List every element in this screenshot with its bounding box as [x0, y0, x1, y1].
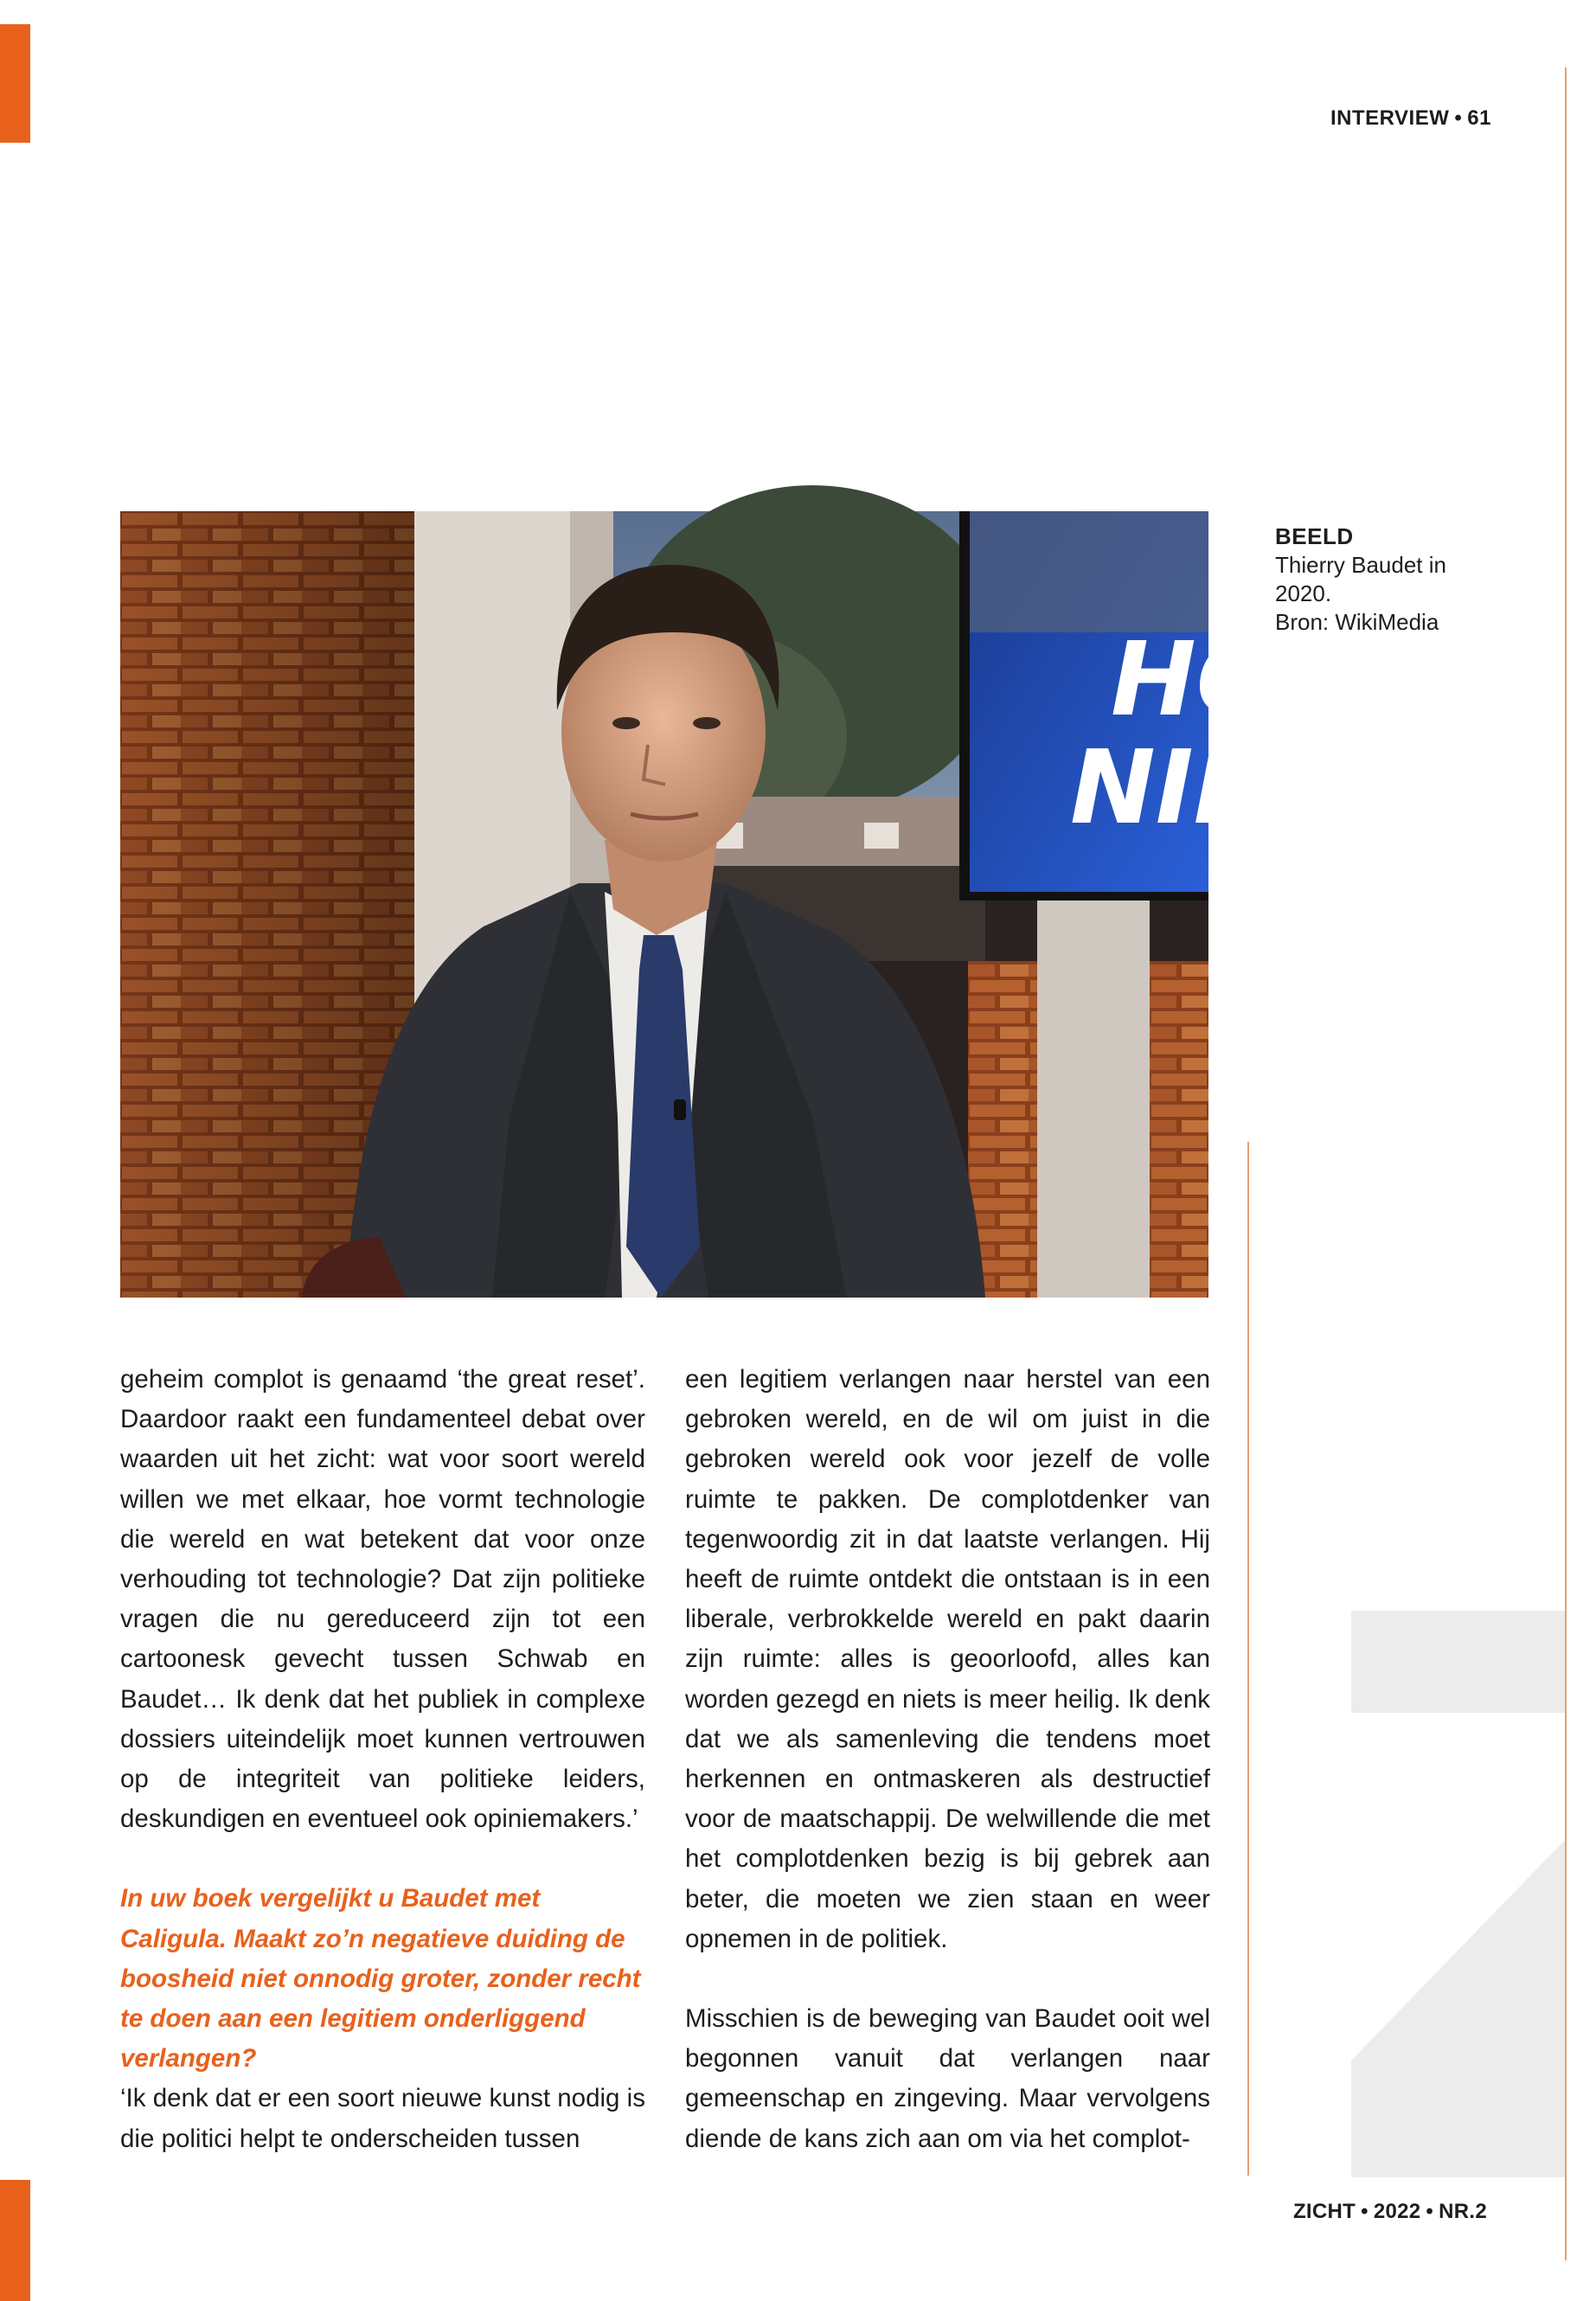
paragraph: geheim complot is genaamd ‘the great reset’. Daardoor raakt een fundamenteel debat over waarden uit het zicht: wat voor soort wereld willen we met elkaar, hoe vormt technologie die wereld en wat betekent dat voor onze verhouding tot technologie? Dat zijn politieke vragen die nu gereduceerd zijn tot een cartoonesk gevecht tussen Schwab en Baudet… Ik denk dat het publiek in complexe dossiers uiteindelijk moet kunnen vertrouwen op de integriteit van politieke leiders, deskundigen en eventueel ook opiniemakers.’ [120, 1365, 645, 1834]
page-rule [1565, 67, 1567, 2260]
issue-year: 2022 [1373, 2200, 1421, 2223]
accent-bar-top [0, 24, 30, 143]
section-name: INTERVIEW [1330, 106, 1450, 130]
caption-line: Bron: WikiMedia [1275, 609, 1439, 635]
issue-number: NR.2 [1439, 2200, 1487, 2223]
magazine-name: ZICHT [1292, 2200, 1356, 2223]
zicht-watermark-logo [1351, 1611, 1565, 2177]
paragraph-gap [685, 1959, 1210, 1999]
page-number: 61 [1467, 106, 1491, 130]
paragraph: ‘Ik denk dat er een soort nieuwe kunst nodig is die politici helpt te onderscheiden tussen [120, 2084, 645, 2153]
photo-caption [1275, 522, 1491, 637]
interview-question: In uw boek vergelijkt u Baudet met Caligula. Maakt zo’n negatieve duiding de boosheid niet onnodig groter, zonder recht te doen aan een legitiem onderliggend verlangen? [120, 1884, 641, 2073]
paragraph: een legitiem verlangen naar herstel van een gebroken wereld, en de wil om juist in die gebroken wereld ook voor jezelf de volle ruimte te pakken. De complotdenker van tegenwoordig zit in dat laatste verlangen. Hij heeft de ruimte ontdekt die ontstaan is in een liberale, verbrokkelde wereld en pakt daarin zijn ruimte: alles is geoorloofd, alles kan worden gezegd en niets is meer heilig. Ik denk dat we als samenleving die tendens moet herkennen en ontmaskeren als destructief voor de maatschappij. De welwillende die met het complotdenken bezig is bij gebrek aan beter, die moeten we zien staan en weer opnemen in de politiek. [685, 1365, 1210, 1953]
separator-dot: • [1361, 2200, 1368, 2223]
caption-line: Thierry Baudet in [1275, 552, 1446, 578]
accent-bar-bottom [0, 2180, 30, 2301]
article-column-right [685, 1360, 1210, 2159]
paragraph-gap [120, 1839, 645, 1879]
article-column-left [120, 1360, 645, 2159]
paragraph: Misschien is de beweging van Baudet ooit wel begonnen vanuit dat verlangen naar gemeenschap en zingeving. Maar vervolgens diende de kans zich aan om via het complot- [685, 2004, 1210, 2153]
column-rule [1247, 1142, 1249, 2176]
screen-text-bottom: NIET [1070, 727, 1333, 847]
separator-dot: • [1426, 2200, 1434, 2223]
caption-line: 2020. [1275, 580, 1332, 606]
running-footer [1293, 2200, 1487, 2224]
separator-dot: • [1454, 106, 1463, 130]
screen-text-top: HO [1111, 619, 1284, 739]
caption-label: BEELD [1275, 523, 1354, 549]
running-header [1330, 106, 1491, 131]
